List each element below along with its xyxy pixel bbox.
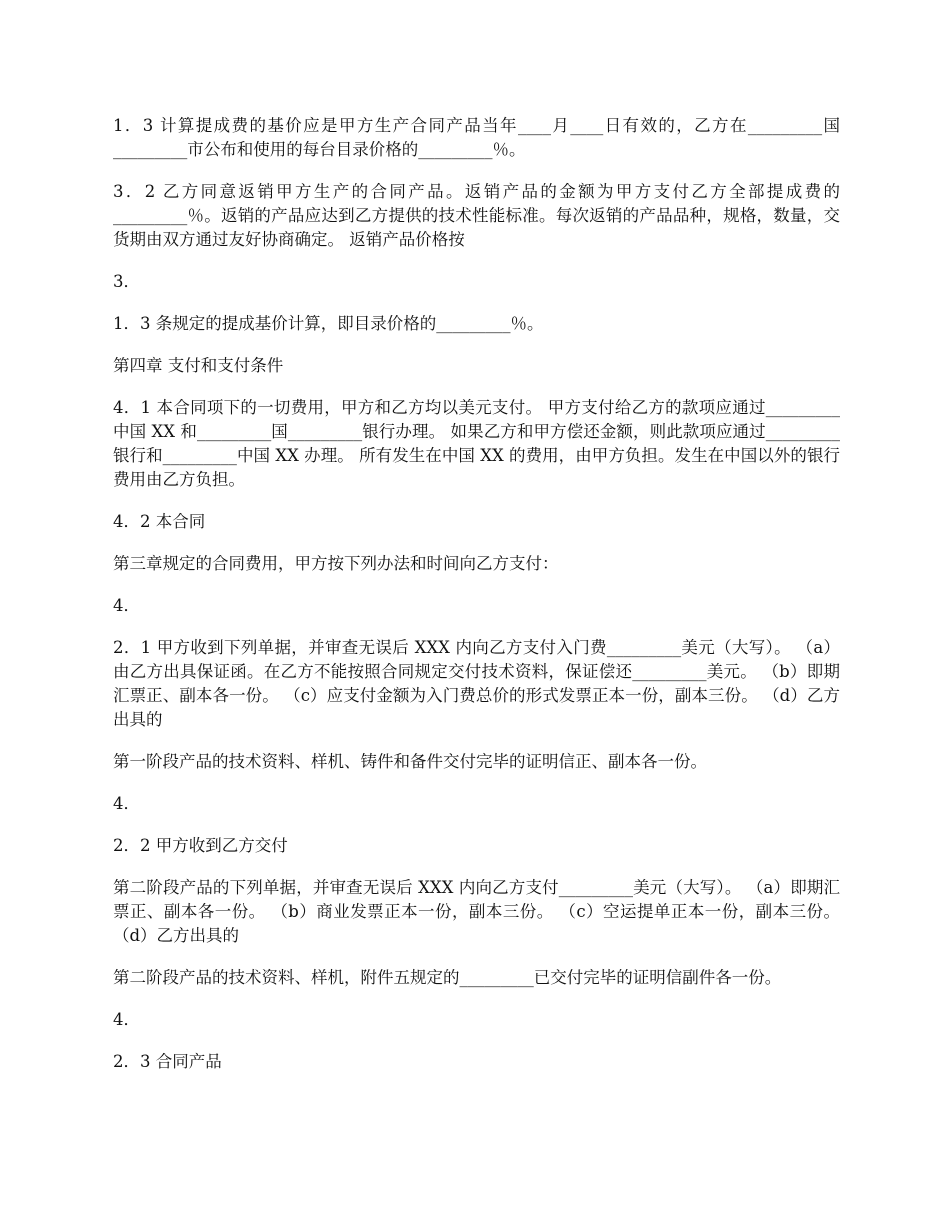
chapter-4-heading: 第四章 支付和支付条件 <box>113 356 284 375</box>
stage-2-certificate: 第二阶段产品的技术资料、样机，附件五规定的_________已交付完毕的证明信副件各一份。 <box>113 968 782 987</box>
clause-number-fragment: 4． <box>113 794 140 813</box>
clause-number-fragment: 4． <box>113 1010 140 1029</box>
clause-number-fragment: 4． <box>113 596 140 615</box>
clause-2-1-entry-fee: 2．1 甲方收到下列单据，并审查无误后 XXX 内向乙方支付入门费_________美元（大写）。 （a）由乙方出具保证函。在乙方不能按照合同规定交付技术资料，保证偿还_________美元。 （b）即期汇票正、副本各一份。 （c）应支付金额为入门费总价的形式发票正本一份，副本三份。 （d）乙方出具的 <box>113 638 840 729</box>
clause-1-3-reference: 1．3 条规定的提成基价计算，即目录价格的_________％。 <box>113 314 544 333</box>
clause-4-2-heading: 4．2 本合同 <box>113 512 206 531</box>
clause-2-2-heading: 2．2 甲方收到乙方交付 <box>113 836 288 855</box>
clause-3-2-buyback: 3．2 乙方同意返销甲方生产的合同产品。返销产品的金额为甲方支付乙方全部提成费的_________％。返销的产品应达到乙方提供的技术性能标准。每次返销的产品品种，规格，数量，交货期由双方通过友好协商确定。 返销产品价格按 <box>113 182 840 249</box>
chapter-3-payment-intro: 第三章规定的合同费用，甲方按下列办法和时间向乙方支付： <box>113 554 559 573</box>
clause-1-3-base-price: 1．3 计算提成费的基价应是甲方生产合同产品当年____月____日有效的，乙方在_________国_________市公布和使用的每台目录价格的_________％。 <box>113 116 840 159</box>
clause-number-fragment: 3． <box>113 272 140 291</box>
clause-4-1-payment-currency: 4．1 本合同项下的一切费用，甲方和乙方均以美元支付。 甲方支付给乙方的款项应通过_________中国 XX 和_________国_________银行办理。 如果乙方和甲方偿还金额，则此款项应通过_________银行和_________中国 XX 办理。 所有发生在中国 XX 的费用，由甲方负担。发生在中国以外的银行费用由乙方负担。 <box>113 398 840 489</box>
stage-1-certificate: 第一阶段产品的技术资料、样机、铸件和备件交付完毕的证明信正、副本各一份。 <box>113 752 707 771</box>
stage-2-documents: 第二阶段产品的下列单据，并审查无误后 XXX 内向乙方支付_________美元（大写）。 （a）即期汇票正、副本各一份。 （b）商业发票正本一份，副本三份。 （c）空运提单正本一份，副本三份。 （d）乙方出具的 <box>113 878 840 945</box>
clause-2-3-contract-products: 2．3 合同产品 <box>113 1052 222 1071</box>
